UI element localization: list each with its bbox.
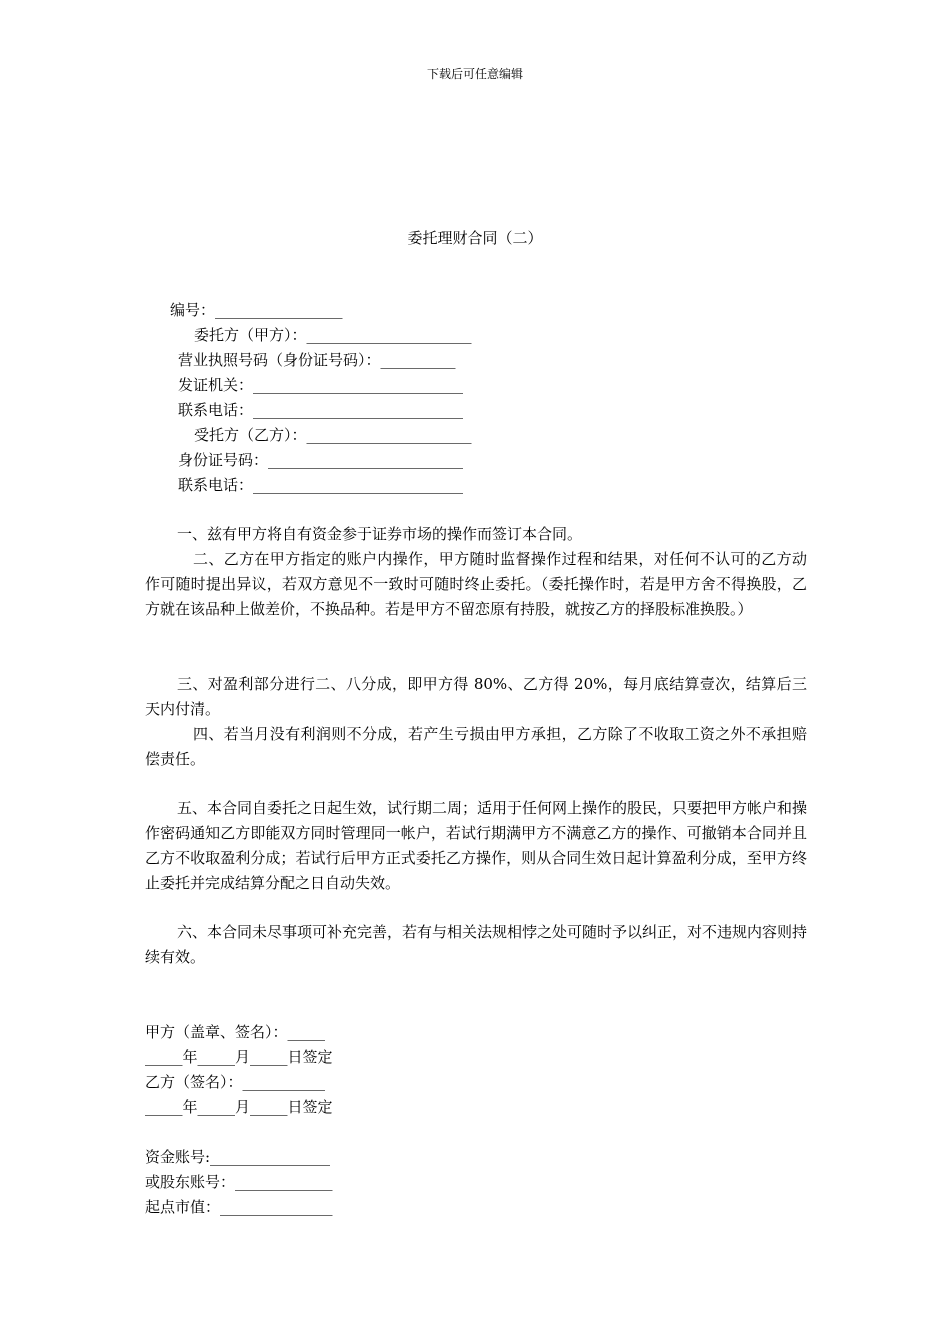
- field-license: 营业执照号码（身份证号码）：__________: [178, 351, 456, 369]
- clause-5: 五、本合同自委托之日起生效，试行期二周；适用于任何网上操作的股民，只要把甲方帐户和操作密码通知乙方即能双方同时管理同一帐户，若试行期满甲方不满意乙方的操作、可撤销本合同并且乙方不收取盈利分成；若试行后甲方正式委托乙方操作，则从合同生效日起计算盈利分成，至甲方终止委托并完成结算分配之日自动失效。: [145, 799, 808, 892]
- field-client-phone: 联系电话：____________________________: [178, 401, 464, 419]
- signature-date-a: _____年_____月_____日签定: [145, 1048, 333, 1066]
- field-number: 编号：_________________: [170, 301, 343, 319]
- clause-3: 三、对盈利部分进行二、八分成，即甲方得 80%、乙方得 20%，每月底结算壹次，结算后三天内付清。: [145, 675, 807, 718]
- field-trustee-phone: 联系电话：____________________________: [178, 476, 464, 494]
- clause-1: 一、兹有甲方将自有资金参于证券市场的操作而签订本合同。: [177, 525, 583, 543]
- document-title: 委托理财合同（二）: [407, 229, 543, 247]
- field-issuer: 发证机关：____________________________: [178, 376, 464, 394]
- signature-party-a: 甲方（盖章、签名）：_____: [145, 1023, 326, 1041]
- account-shareholder: 或股东账号：_____________: [145, 1173, 333, 1191]
- field-trustee: 受托方（乙方）：______________________: [194, 426, 472, 444]
- account-fund: 资金账号:________________: [145, 1148, 331, 1166]
- page-header-note: 下载后可任意编辑: [426, 67, 523, 81]
- clause-6: 六、本合同未尽事项可补充完善，若有与相关法规相悖之处可随时予以纠正，对不违规内容则持续有效。: [145, 923, 808, 966]
- signature-party-b: 乙方（签名）：___________: [145, 1073, 326, 1091]
- clause-2: 二、乙方在甲方指定的账户内操作，甲方随时监督操作过程和结果，对任何不认可的乙方动作可随时提出异议，若双方意见不一致时可随时终止委托。（委托操作时，若是甲方舍不得换股，乙方就在该品种上做差价，不换品种。若是甲方不留恋原有持股，就按乙方的择股标准换股。）: [145, 550, 807, 618]
- signature-date-b: _____年_____月_____日签定: [145, 1098, 333, 1116]
- field-id-number: 身份证号码：__________________________: [178, 451, 464, 469]
- field-client: 委托方（甲方）：______________________: [194, 326, 472, 344]
- clause-4: 四、若当月没有利润则不分成，若产生亏损由甲方承担，乙方除了不收取工资之外不承担赔偿责任。: [145, 725, 807, 768]
- account-starting-value: 起点市值：_______________: [145, 1198, 333, 1216]
